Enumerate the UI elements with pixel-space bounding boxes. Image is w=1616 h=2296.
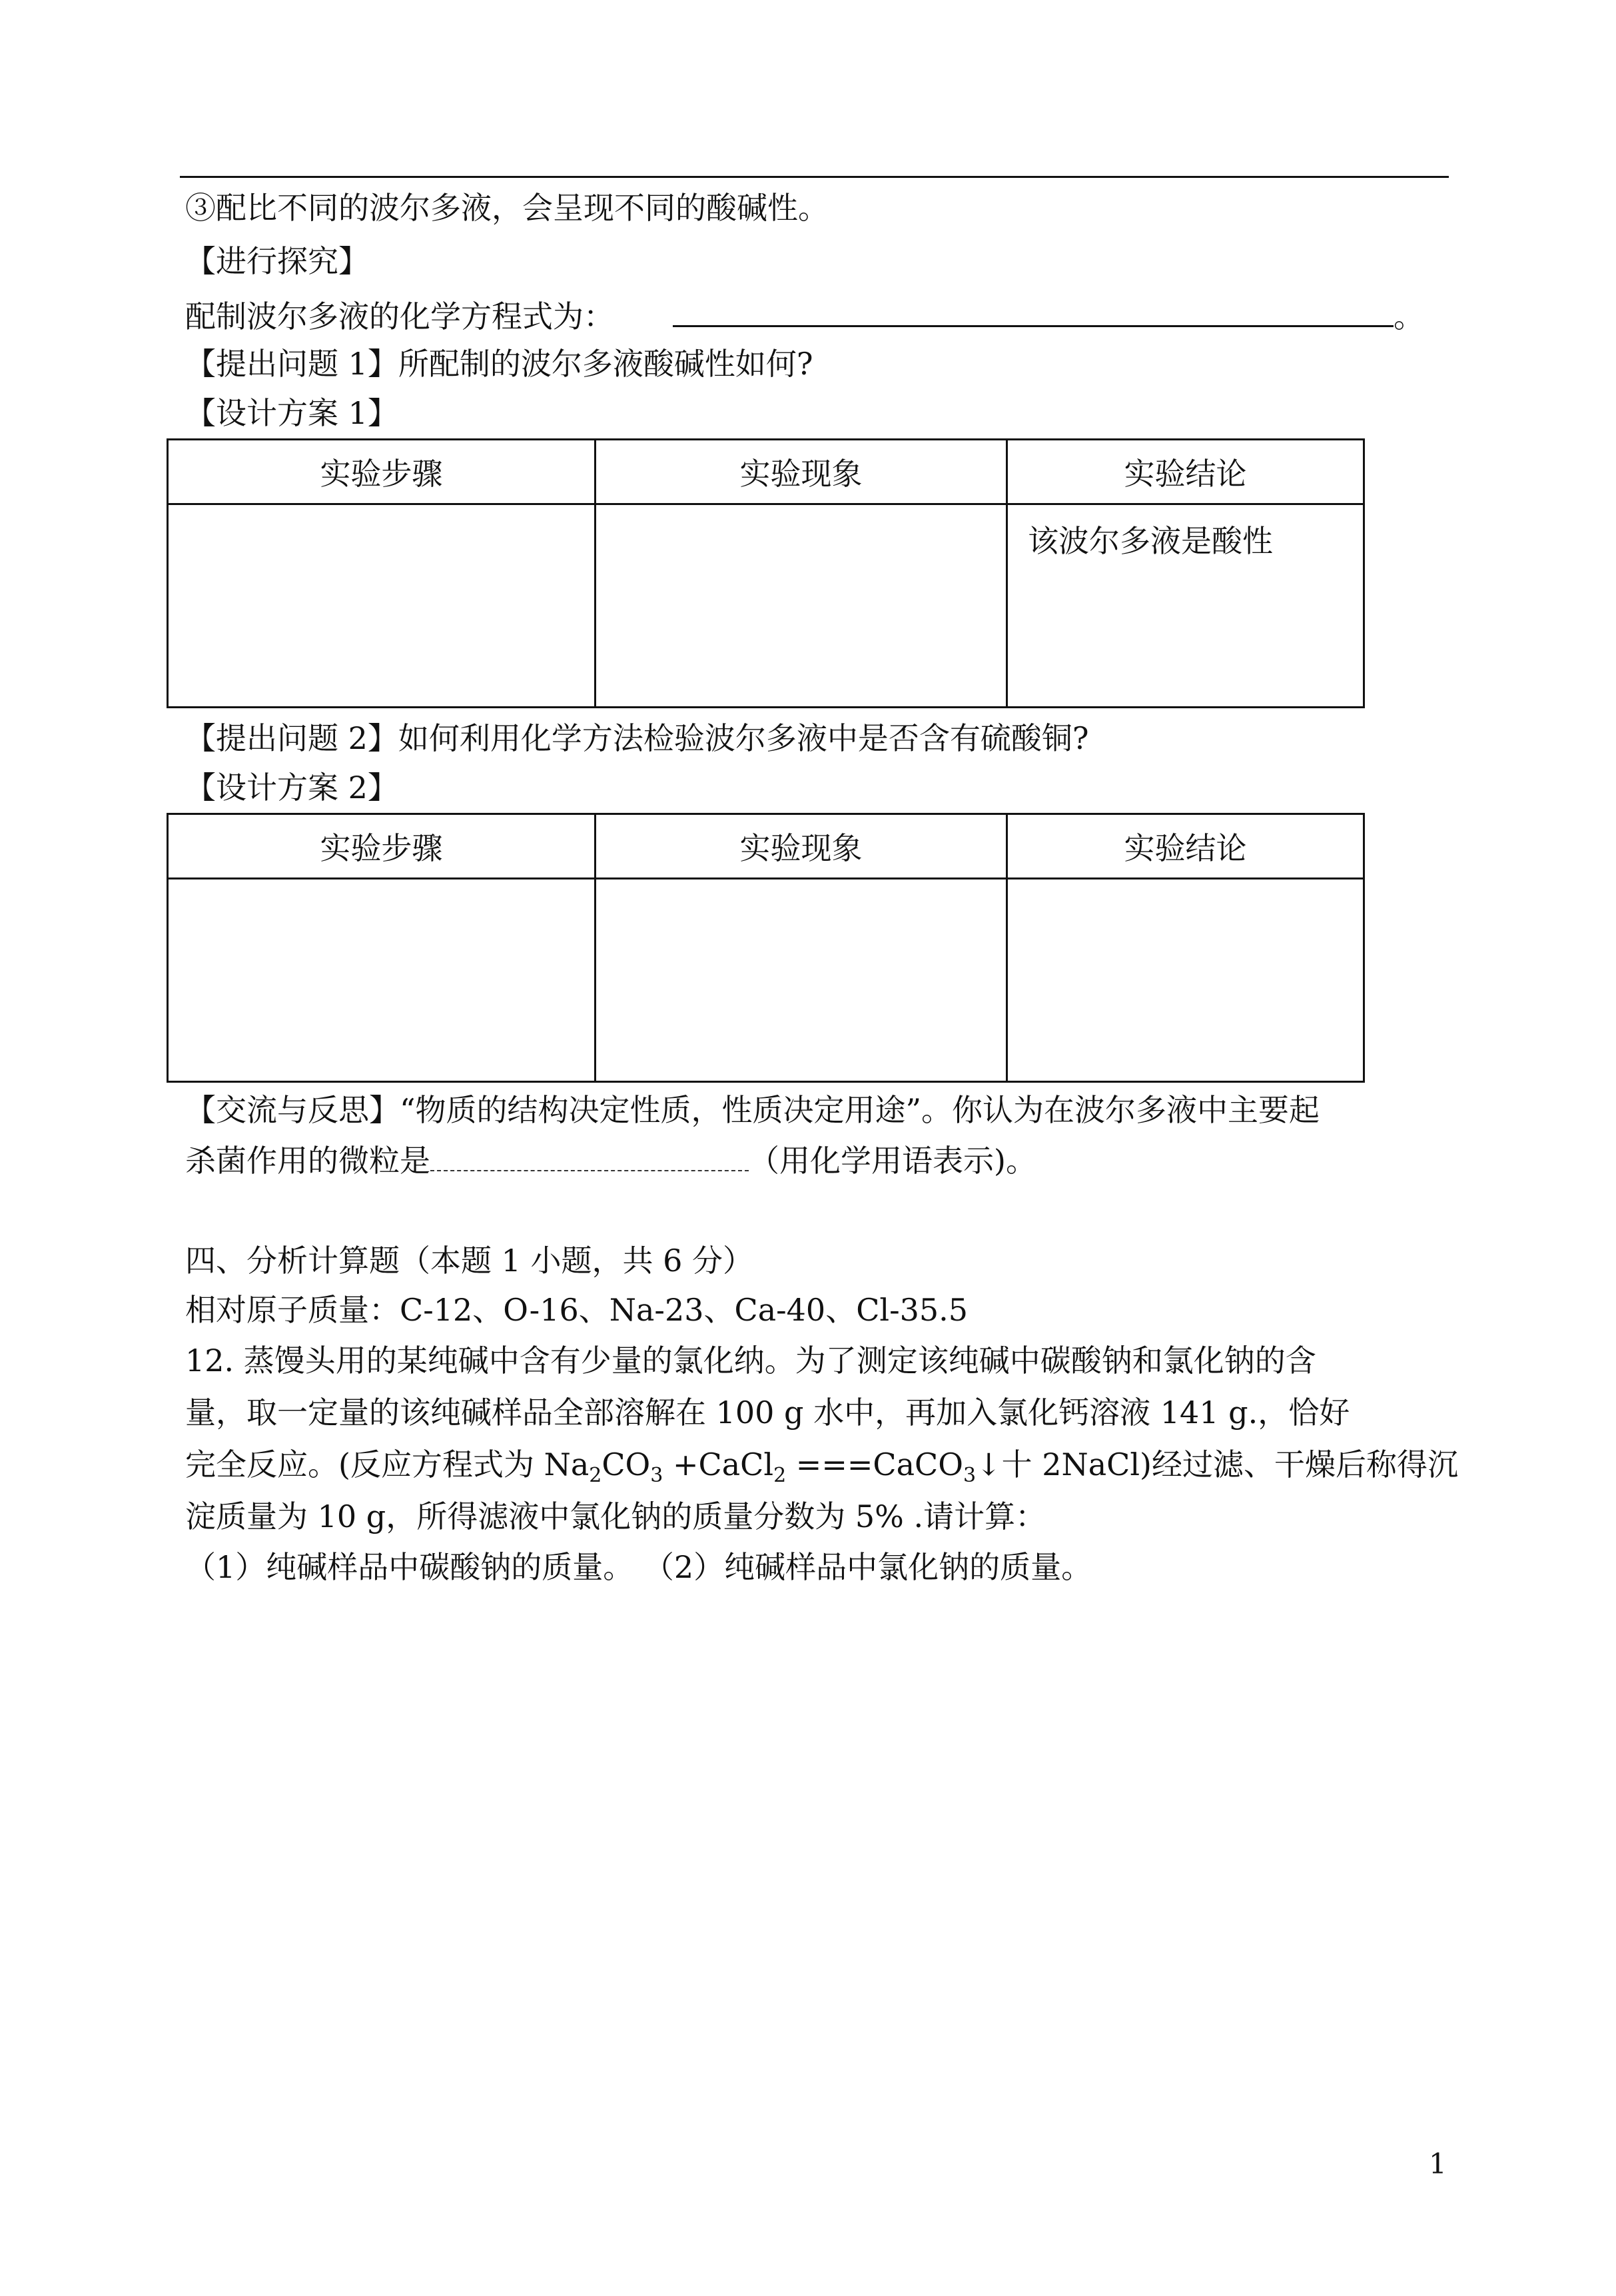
problem-12-questions: （1）纯碱样品中碳酸钠的质量。 （2）纯碱样品中氯化钠的质量。 [185, 1549, 1092, 1585]
plan-1-table [167, 438, 1365, 708]
problem-12-line-2: 量，取一定量的该纯碱样品全部溶解在 100 g 水中，再加入氯化钙溶液 141 g.，恰好 [185, 1395, 1350, 1431]
header-steps: 实验步骤 [168, 440, 596, 504]
text-line-premise-3: ③配比不同的波尔多液，会呈现不同的酸碱性。 [185, 190, 829, 226]
cell-steps-answer[interactable] [168, 879, 596, 1082]
reflection-suffix: （用化学用语表示)。 [749, 1143, 1036, 1179]
problem-12-line-1: 12. 蒸馒头用的某纯碱中含有少量的氯化纳。为了测定该纯碱中碳酸钠和氯化钠的含 [185, 1343, 1316, 1379]
plan-1-heading: 【设计方案 1】 [185, 395, 398, 431]
question-2-heading: 【提出问题 2】如何利用化学方法检验波尔多液中是否含有硫酸铜? [185, 720, 1089, 756]
plan-2-table [167, 813, 1365, 1083]
table-row [168, 879, 1364, 1082]
header-conclusion: 实验结论 [1007, 814, 1364, 879]
header-phenomena: 实验现象 [596, 440, 1007, 504]
reflection-prompt: 杀菌作用的微粒是 [185, 1143, 430, 1179]
header-phenomena: 实验现象 [596, 814, 1007, 879]
cell-steps-answer[interactable] [168, 504, 596, 708]
section-heading-explore: 【进行探究】 [185, 243, 369, 279]
equation-prompt-label: 配制波尔多液的化学方程式为： [185, 298, 614, 334]
header-rule [180, 176, 1449, 178]
cell-conclusion-answer[interactable] [1007, 879, 1364, 1082]
question-1-heading: 【提出问题 1】所配制的波尔多液酸碱性如何? [185, 346, 813, 382]
cell-phenomena-answer[interactable] [596, 879, 1007, 1082]
text-line-equation-prompt [185, 294, 1424, 336]
cell-phenomena-answer[interactable] [596, 504, 1007, 708]
table-header-row [168, 814, 1364, 879]
header-conclusion: 实验结论 [1007, 440, 1364, 504]
cell-conclusion: 该波尔多液是酸性 [1007, 504, 1364, 708]
section-4-heading: 四、分析计算题（本题 1 小题，共 6 分） [185, 1243, 754, 1279]
atomic-mass-line: 相对原子质量：C-12、O-16、Na-23、Ca-40、Cl-35.5 [185, 1292, 969, 1328]
equation-answer-blank[interactable] [673, 294, 1394, 327]
problem-12-line-3: 完全反应。(反应方程式为 $Na_2CO_3$ +CaCl$_2$ ===CaCO$_3$↓十 2NaCl)经过滤、干燥后称得沉 [185, 1446, 1458, 1488]
plan-2-heading: 【设计方案 2】 [185, 770, 398, 806]
reflection-line-2 [185, 1141, 1036, 1181]
equation-prompt-end: 。 [1394, 298, 1424, 334]
page-number: 1 [1429, 2147, 1447, 2180]
problem-12-line-4: 淀质量为 10 g，所得滤液中氯化钠的质量分数为 5% .请计算： [185, 1498, 1046, 1534]
table-header-row [168, 440, 1364, 504]
header-steps: 实验步骤 [168, 814, 596, 879]
particle-answer-blank[interactable] [430, 1141, 749, 1171]
reflection-line-1: 【交流与反思】“物质的结构决定性质，性质决定用途”。你认为在波尔多液中主要起 [185, 1092, 1320, 1128]
table-row [168, 504, 1364, 708]
